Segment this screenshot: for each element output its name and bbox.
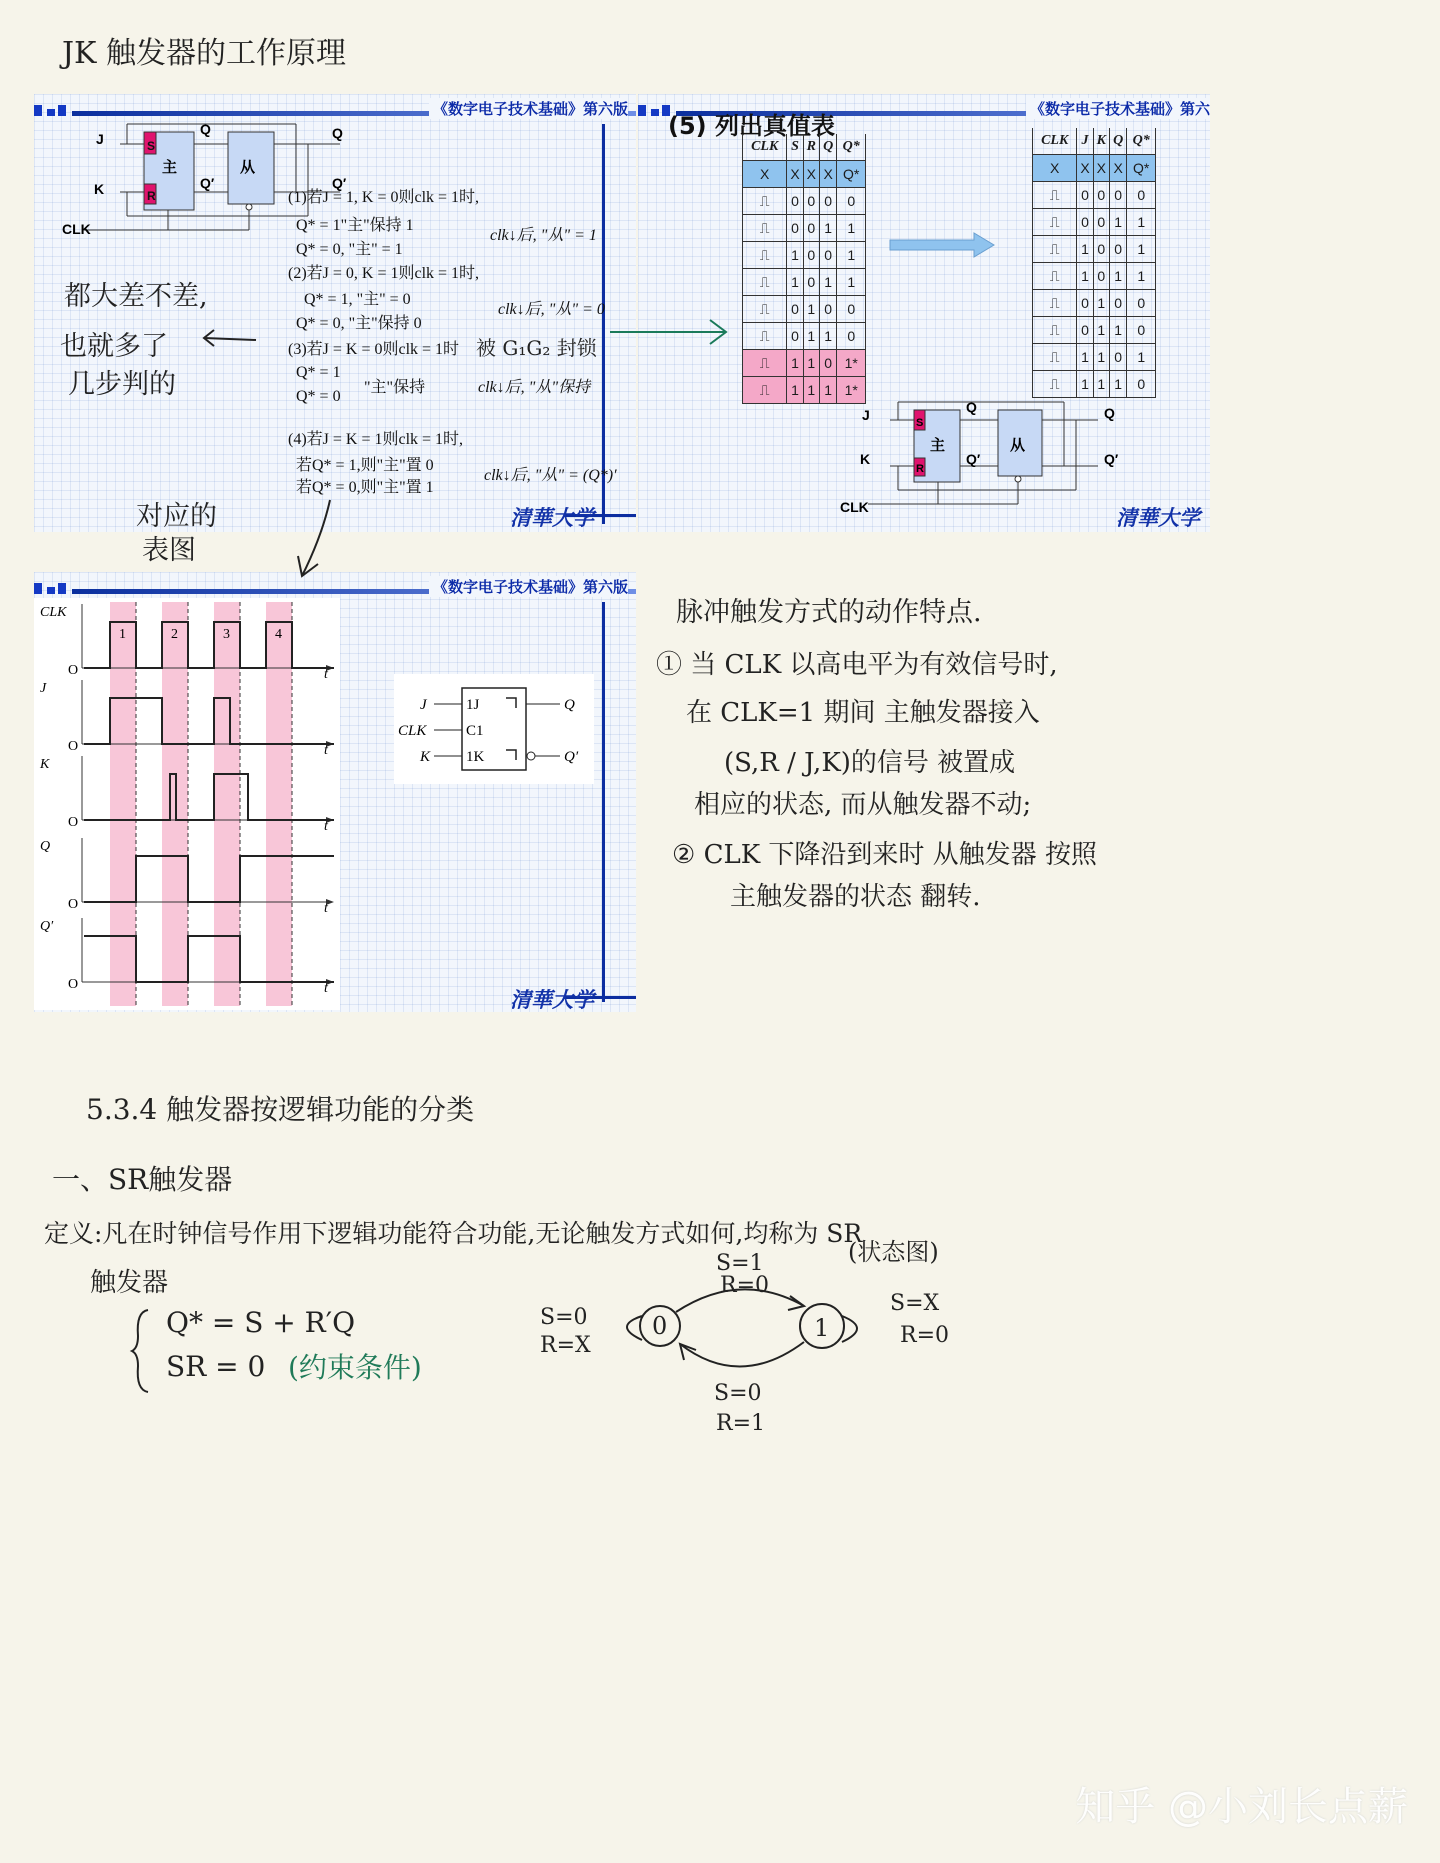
truth-table-cell: 0: [1077, 209, 1093, 236]
slide-header-title: 《数字电子技术基础》第六版: [429, 576, 628, 597]
truth-table-cell: 1: [837, 215, 866, 242]
truth-table-header-cell: S: [787, 134, 803, 161]
case-4-title: (4)若J = K = 1则clk = 1时,: [288, 431, 464, 448]
svg-text:CLK: CLK: [840, 499, 869, 515]
truth-table-cell: ⎍: [743, 215, 787, 242]
truth-table-jk: [1032, 128, 1156, 398]
truth-table-row: [743, 269, 866, 296]
case-2-title: (2)若J = 0, K = 1则clk = 1时,: [288, 265, 480, 282]
pulse-line-1: ① 当 CLK 以高电平为有效信号时,: [656, 650, 1058, 680]
truth-table-cell: 1: [1127, 263, 1156, 290]
truth-table-cell: 1: [1077, 236, 1093, 263]
truth-table-cell: X: [743, 161, 787, 188]
svg-text:R: R: [147, 189, 156, 203]
truth-table-cell: X: [787, 161, 803, 188]
case-4-result: clk↓后, "从" = (Q*)′: [484, 467, 617, 484]
truth-table-cell: 0: [1109, 236, 1127, 263]
truth-table-cell: 1: [1109, 209, 1127, 236]
slide-header-title: 《数字电子技术基础》第六: [1026, 98, 1210, 119]
truth-table-cell: 1: [1109, 371, 1127, 398]
truth-table-cell: 1: [803, 296, 819, 323]
truth-table-cell: ⎍: [743, 296, 787, 323]
signal-label: Q: [40, 839, 51, 854]
definition-line-2: 触发器: [90, 1268, 169, 1298]
truth-table-row: [743, 188, 866, 215]
zero-label: O: [68, 897, 79, 912]
annotation-left-3: 几步判的: [68, 369, 176, 400]
truth-table-cell: 1: [837, 242, 866, 269]
case-1-title: (1)若J = 1, K = 0则clk = 1时,: [288, 189, 480, 206]
clk-high-band: [266, 602, 292, 1006]
clk-high-band: [110, 602, 136, 1006]
truth-table-header-cell: J: [1077, 128, 1093, 155]
truth-table-cell: 0: [1077, 317, 1093, 344]
equation-2: SR = 0: [166, 1350, 266, 1383]
jk-label-clk: CLK: [62, 221, 91, 237]
truth-table-cell: 1: [1127, 344, 1156, 371]
truth-table-cell: 0: [1093, 236, 1109, 263]
truth-table-cell: 1: [1093, 290, 1109, 317]
truth-table-cell: 0: [1109, 344, 1127, 371]
svg-text:S=0: S=0: [714, 1381, 762, 1406]
signal-label: Q′: [40, 919, 54, 934]
truth-table-cell: ⎍: [1033, 317, 1077, 344]
svg-text:Q′: Q′: [966, 451, 981, 467]
jk-label-j: J: [96, 131, 104, 147]
pulse-number: 3: [223, 627, 230, 642]
svg-text:Q: Q: [564, 697, 575, 713]
truth-table-cell: 0: [1127, 317, 1156, 344]
truth-table-cell: ⎍: [743, 188, 787, 215]
truth-table-header-cell: K: [1093, 128, 1109, 155]
truth-table-cell: ⎍: [1033, 263, 1077, 290]
t-label: t: [324, 743, 328, 758]
truth-table-cell: 1: [803, 350, 819, 377]
truth-table-cell: X: [803, 161, 819, 188]
annotation-arrow-down: [294, 496, 344, 586]
case-1-b: Q* = 0, "主" = 1: [296, 241, 403, 258]
slide-logo: 清華大学: [510, 505, 594, 530]
truth-table-cell: 0: [1077, 290, 1093, 317]
truth-table-cell: 0: [1093, 263, 1109, 290]
truth-table-cell: 1: [787, 350, 803, 377]
annotation-table-1: 对应的: [136, 501, 217, 532]
svg-text:主: 主: [930, 437, 946, 454]
signal-label: J: [40, 681, 47, 696]
truth-table-cell: 1*: [837, 350, 866, 377]
svg-text:从: 从: [240, 159, 256, 176]
sub-title: 一、SR触发器: [52, 1163, 233, 1196]
truth-table-cell: 0: [787, 323, 803, 350]
truth-table-header-cell: Q*: [1127, 128, 1156, 155]
pulse-line-3: (S,R / J,K)的信号 被置成: [724, 748, 1016, 778]
truth-table-cell: ⎍: [743, 269, 787, 296]
svg-text:从: 从: [1010, 437, 1026, 454]
definition-line-1: 定义:凡在时钟信号作用下逻辑功能符合功能,无论触发方式如何,均称为 SR: [44, 1219, 863, 1248]
svg-text:1J: 1J: [466, 697, 480, 713]
truth-table-cell: 0: [1127, 371, 1156, 398]
case-3-title: (3)若J = K = 0则clk = 1时: [288, 341, 460, 358]
pulse-title: 脉冲触发方式的动作特点.: [676, 597, 982, 628]
svg-text:Q: Q: [966, 399, 977, 415]
pulse-line-4: 相应的状态, 而从触发器不动;: [694, 790, 1032, 820]
signal-label: K: [40, 757, 50, 772]
truth-table-cell: Q*: [1127, 155, 1156, 182]
svg-text:R=X: R=X: [540, 1333, 591, 1358]
slide-timing-diagram: [34, 572, 636, 1012]
truth-table-cell: X: [1033, 155, 1077, 182]
truth-table-row: [1033, 317, 1156, 344]
svg-text:J: J: [862, 407, 870, 423]
svg-text:Q′: Q′: [564, 749, 579, 765]
truth-table-cell: 1: [819, 269, 837, 296]
pulse-number: 1: [119, 627, 126, 642]
note-title: JK 触发器的工作原理: [62, 36, 346, 71]
svg-text:K: K: [860, 451, 871, 467]
truth-table-cell: 1: [1127, 236, 1156, 263]
slide-truth-table: [638, 94, 1210, 532]
svg-text:主: 主: [162, 159, 178, 176]
truth-table-cell: 1: [1127, 209, 1156, 236]
sr-state-diagram: [520, 1250, 949, 1440]
pulse-number: 4: [275, 627, 282, 642]
truth-table-row: [743, 323, 866, 350]
truth-table-cell: 1: [1077, 263, 1093, 290]
truth-table-cell: Q*: [837, 161, 866, 188]
truth-table-cell: 0: [1109, 290, 1127, 317]
svg-text:Q: Q: [332, 125, 343, 141]
truth-table-cell: ⎍: [743, 350, 787, 377]
svg-text:1: 1: [814, 1314, 830, 1342]
truth-table-row: [1033, 155, 1156, 182]
truth-table-cell: X: [1077, 155, 1093, 182]
case-3-result: clk↓后, "从"保持: [478, 379, 591, 396]
pulse-line-5: ② CLK 下降沿到来时 从触发器 按照: [672, 840, 1097, 870]
truth-table-cell: 1: [1109, 263, 1127, 290]
truth-table-cell: 0: [1077, 182, 1093, 209]
equation-brace: [130, 1306, 154, 1396]
truth-table-cell: 0: [803, 269, 819, 296]
truth-table-cell: 1: [819, 323, 837, 350]
case-4-a: 若Q* = 1,则"主"置 0: [296, 457, 434, 474]
truth-table-row: [1033, 209, 1156, 236]
truth-table-title: (5) 列出真值表: [668, 112, 835, 140]
truth-table-cell: 0: [803, 188, 819, 215]
svg-text:Q′: Q′: [1104, 451, 1119, 467]
truth-table-cell: 0: [819, 188, 837, 215]
truth-table-cell: 0: [1093, 209, 1109, 236]
truth-table-header-cell: R: [803, 134, 819, 161]
t-label: t: [324, 819, 328, 834]
truth-table-header-cell: Q*: [837, 134, 866, 161]
truth-table-row: [1033, 236, 1156, 263]
t-label: t: [324, 901, 328, 916]
case-4-b: 若Q* = 0,则"主"置 1: [296, 479, 434, 496]
truth-table-cell: 1: [787, 377, 803, 404]
truth-table-row: [743, 296, 866, 323]
t-label: t: [324, 981, 328, 996]
zero-label: O: [68, 739, 79, 754]
svg-text:S=X: S=X: [890, 1291, 940, 1316]
zero-label: O: [68, 663, 79, 678]
slide-logo: 清華大学: [510, 987, 594, 1012]
truth-table-cell: 0: [787, 296, 803, 323]
truth-table-cell: ⎍: [743, 377, 787, 404]
svg-text:S=1: S=1: [716, 1251, 764, 1276]
truth-table-cell: 1: [1093, 371, 1109, 398]
svg-text:R: R: [916, 463, 924, 475]
truth-table-cell: ⎍: [1033, 290, 1077, 317]
truth-table-cell: ⎍: [1033, 344, 1077, 371]
truth-table-header-cell: CLK: [743, 134, 787, 161]
truth-table-cell: 0: [837, 188, 866, 215]
svg-text:Q: Q: [1104, 405, 1115, 421]
case-2-result: clk↓后, "从" = 0: [498, 301, 605, 318]
t-label: t: [324, 667, 328, 682]
jk-logic-symbol: [394, 674, 594, 784]
case-3-b: Q* = 0: [296, 388, 341, 405]
truth-table-cell: 1: [787, 242, 803, 269]
svg-text:S: S: [916, 417, 924, 429]
svg-text:Q: Q: [200, 121, 211, 137]
case-1-result: clk↓后, "从" = 1: [490, 227, 597, 244]
truth-table-row: [1033, 263, 1156, 290]
truth-table-cell: X: [1093, 155, 1109, 182]
truth-table-cell: 0: [819, 296, 837, 323]
case-1-a: Q* = 1"主"保持 1: [296, 217, 414, 234]
truth-table-cell: 1: [1109, 317, 1127, 344]
truth-table-cell: 1: [819, 215, 837, 242]
svg-text:J: J: [420, 697, 427, 713]
truth-table-cell: 1: [837, 269, 866, 296]
truth-table-cell: 0: [837, 296, 866, 323]
truth-table-row: [743, 161, 866, 188]
truth-table-cell: 0: [819, 242, 837, 269]
svg-text:R=0: R=0: [900, 1323, 949, 1348]
truth-table-cell: 1: [803, 323, 819, 350]
svg-text:S=0: S=0: [540, 1305, 588, 1330]
case-3-keep: "主"保持: [364, 379, 426, 396]
svg-text:R=0: R=0: [720, 1273, 769, 1298]
svg-text:1K: 1K: [466, 749, 485, 765]
svg-text:Q′: Q′: [332, 175, 347, 191]
truth-table-row: [1033, 182, 1156, 209]
annotation-arrow-to-table: [606, 318, 736, 348]
truth-table-cell: 1: [787, 269, 803, 296]
truth-table-row: [743, 215, 866, 242]
truth-table-cell: ⎍: [1033, 209, 1077, 236]
annotation-left-2: 也就多了: [60, 331, 168, 362]
truth-table-cell: 0: [837, 323, 866, 350]
truth-table-header-cell: Q: [819, 134, 837, 161]
annotation-g-block: 被 G₁G₂ 封锁: [476, 336, 597, 360]
truth-table-cell: 0: [1093, 182, 1109, 209]
slide-jk-principle: [34, 94, 636, 532]
truth-table-cell: 0: [803, 242, 819, 269]
truth-table-row: [1033, 344, 1156, 371]
state-diagram-note: (状态图): [848, 1238, 939, 1266]
truth-table-cell: 1: [1093, 344, 1109, 371]
case-2-a: Q* = 1, "主" = 0: [304, 291, 411, 308]
annotation-left-1: 都大差不差,: [64, 281, 208, 312]
truth-table-cell: 1: [1077, 344, 1093, 371]
truth-table-cell: 1: [803, 377, 819, 404]
svg-text:R=1: R=1: [716, 1411, 765, 1436]
equation-1: Q* = S + R′Q: [166, 1306, 356, 1339]
truth-table-cell: 0: [1127, 182, 1156, 209]
truth-table-cell: 1: [1077, 371, 1093, 398]
pulse-number: 2: [171, 627, 178, 642]
truth-table-cell: 0: [819, 350, 837, 377]
zero-label: O: [68, 977, 79, 992]
equation-2-note: (约束条件): [288, 1351, 422, 1384]
svg-text:Q′: Q′: [200, 175, 215, 191]
annotation-table-2: 表图: [142, 535, 196, 566]
truth-table-cell: 0: [803, 215, 819, 242]
svg-text:0: 0: [652, 1312, 668, 1340]
jk-label-k: K: [94, 181, 105, 197]
slide-header-title: 《数字电子技术基础》第六版: [429, 98, 628, 119]
pulse-line-2: 在 CLK=1 期间 主触发器接入: [686, 698, 1040, 728]
svg-text:K: K: [420, 749, 431, 765]
watermark: 知乎 @小刘长点薪: [1075, 1784, 1408, 1830]
table-arrow: [888, 230, 998, 260]
truth-table-cell: 0: [1127, 290, 1156, 317]
section-title: 5.3.4 触发器按逻辑功能的分类: [86, 1093, 475, 1126]
timing-waveforms: [34, 598, 340, 1010]
truth-table-cell: 1: [819, 377, 837, 404]
clk-high-band: [214, 602, 240, 1006]
svg-text:C1: C1: [466, 723, 484, 739]
truth-table-cell: ⎍: [743, 242, 787, 269]
truth-table-cell: 0: [787, 188, 803, 215]
truth-table-row: [743, 350, 866, 377]
truth-table-cell: X: [1109, 155, 1127, 182]
pulse-line-6: 主触发器的状态 翻转.: [730, 882, 981, 912]
truth-table-cell: ⎍: [1033, 182, 1077, 209]
truth-table-cell: ⎍: [1033, 371, 1077, 398]
signal-label: CLK: [40, 605, 67, 620]
svg-text:CLK: CLK: [398, 723, 427, 739]
truth-table-cell: 0: [787, 215, 803, 242]
annotation-arrow-left: [200, 326, 260, 350]
truth-table-cell: X: [819, 161, 837, 188]
svg-text:S: S: [147, 139, 156, 153]
truth-table-sr: [742, 134, 866, 404]
case-3-a: Q* = 1: [296, 364, 341, 381]
truth-table-cell: ⎍: [743, 323, 787, 350]
truth-table-cell: ⎍: [1033, 236, 1077, 263]
truth-table-header-cell: Q: [1109, 128, 1127, 155]
truth-table-row: [1033, 290, 1156, 317]
slide-logo: 清華大学: [1116, 505, 1200, 530]
truth-table-cell: 1: [1093, 317, 1109, 344]
truth-table-row: [743, 242, 866, 269]
zero-label: O: [68, 815, 79, 830]
case-2-b: Q* = 0, "主"保持 0: [296, 315, 422, 332]
truth-table-cell: 0: [1109, 182, 1127, 209]
truth-table-cell: 1*: [837, 377, 866, 404]
truth-table-header-cell: CLK: [1033, 128, 1077, 155]
